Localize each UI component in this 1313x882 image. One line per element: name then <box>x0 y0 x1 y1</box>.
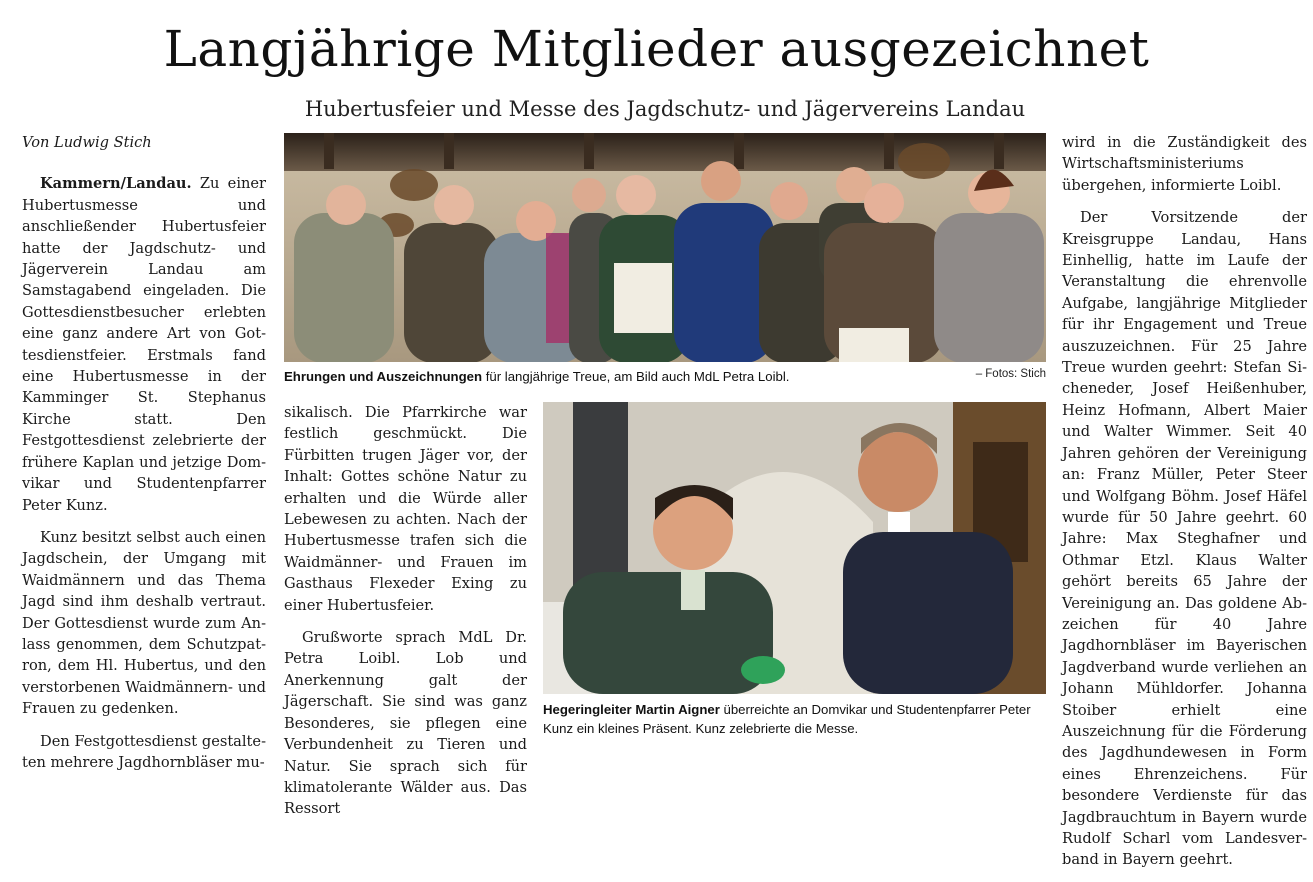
text-column-1 <box>22 132 266 784</box>
text-column-2 <box>284 402 527 831</box>
caption-text: für langjährige Treue, am Bild auch MdL Petra Loibl. <box>482 369 790 384</box>
photo-caption-1 <box>284 367 964 386</box>
caption-text: überreichte an Domvikar und Studentenpfarrer Peter Kunz ein kleines Präsent. Kunz zelebrierte die Messe. <box>543 702 1031 736</box>
article-headline: Langjährige Mitglieder ausgezeichnet <box>163 20 1150 78</box>
paragraph: Grußworte sprach MdL Dr. Petra Loibl. Lob und Anerkennung galt der Jägerschaft. Sie sind was ganz Besonderes, sie pflegen eine Verbundenheit zu Tieren und Natur. Sie sprach sich für klimatolerante Wälder aus. Das Ressort <box>284 629 527 818</box>
paragraph: Den Festgottesdienst gestalteten mehrere Jagdhornbläser mu- <box>22 732 266 771</box>
paragraph: Der Vorsitzende der Kreisgruppe Landau, Hans Einhellig, hatte im Laufe der Veranstaltung die ehrenvolle Aufgabe, langjährige Mitglieder für ihr Engagement und Treue auszuzeichnen. Für 25 Jahre Treue wurden geehrt: Stefan Sicheneder, Josef Heißenhuber, Heinz Hofmann, Albert Maier und Walter Wimmer. Seit 40 Jahren gehören der Vereinigung an: Franz Müller, Peter Steer und Wolfgang Böhm. Josef Häfel wurde für 50 Jahre geehrt. 60 Jahre: Max Steghafner und Othmar Etzl. Klaus Walter gehört bereits 65 Jahre der Vereinigung an. Das goldene Abzeichen für 40 Jahre Jagdhornbläser im Bayerischen Jagdverband wurde verliehen an Johann Mühldorfer. Johanna Stoiber erhielt eine Auszeichnung für die Förderung des Jagdhundewesen in Form eines Ehrenzeichens. Für besondere Verdienste für das Jagdbrauchtum in Bayern wurde Rudolf Scharl vom Landesverband in Bayern geehrt. <box>1062 209 1307 869</box>
lead-place: Kammern/Landau. <box>40 175 192 193</box>
group-photo <box>284 133 1046 362</box>
byline: Von Ludwig Stich <box>22 134 152 151</box>
presentation-photo <box>543 402 1046 694</box>
article-subheadline: Hubertusfeier und Messe des Jagdschutz- und Jägervereins Landau <box>304 97 1026 121</box>
paragraph: sikalisch. Die Pfarrkirche war festlich geschmückt. Die Fürbitten trugen Jäger vor, der Inhalt: Gottes schöne Natur zu erhalten und die Würde aller Lebewesen zu achten. Nach der Hubertusmesse trafen sich die Waidmänner- und Frauen im Gasthaus Flexeder Exing zu einer Hubertusfeier. <box>284 404 527 614</box>
caption-bold: Hegeringleiter Martin Aigner <box>543 702 720 717</box>
paragraph: wird in die Zuständigkeit des Wirtschaftsministeriums übergehen, informierte Loibl. <box>1062 134 1307 194</box>
photo-caption-2 <box>543 700 1046 738</box>
paragraph <box>22 173 266 516</box>
text-column-4 <box>1062 132 1307 882</box>
paragraph: Kunz besitzt selbst auch einen Jagdschein, der Umgang mit Waidmännern und das Thema Jagd sind ihm deshalb vertraut. Der Gottesdienst wurde zum Anlass genommen, dem Schutzpatron, dem Hl. Hubertus, und den verstorbenen Waidmännern- und Frauen zu gedenken. <box>22 528 266 718</box>
paragraph-text: Zu einer Hubertusmesse und anschließender Hubertusfeier hatte der Jagdschutz- und Jägerverein Landau am Samstagabend eingeladen. Die Gottesdienstbesucher erlebten eine ganz andere Art von Gottesdienstfeier. Erstmals fand eine Hubertusmesse in der Kamminger St. Stephanus Kirche statt. Den Festgottesdienst zelebrierte der frühere Kaplan und jetzige Domvikar und Studentenpfarrer Peter Kunz. <box>22 175 267 514</box>
caption-bold: Ehrungen und Auszeichnungen <box>284 369 483 384</box>
photo-credit: – Fotos: Stich <box>975 368 1046 380</box>
